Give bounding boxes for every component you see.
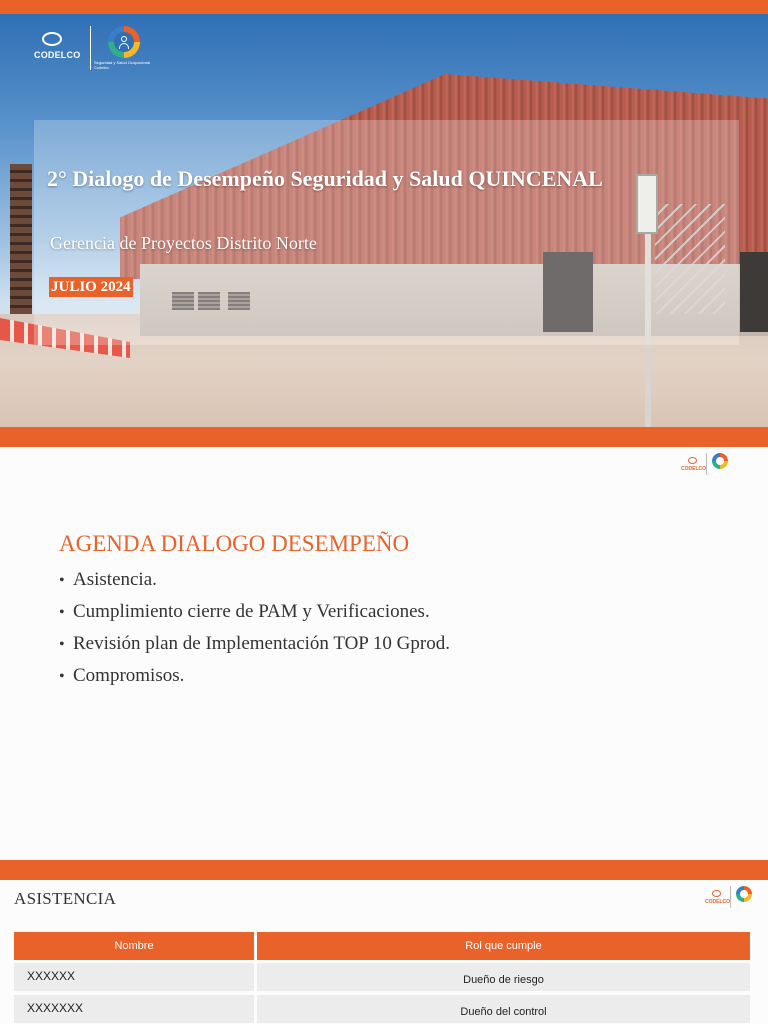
- table-row: [14, 963, 750, 991]
- agenda-title: AGENDA DIALOGO DESEMPEÑO: [59, 531, 410, 556]
- codelco-wordmark: CODELCO: [34, 50, 81, 60]
- codelco-logo-small: [704, 886, 760, 910]
- top-accent-bar: [0, 860, 768, 880]
- agenda-item: • Compromisos.: [59, 660, 450, 692]
- cover-title: 2° Dialogo de Desempeño Seguridad y Salud QUINCENAL: [47, 166, 603, 191]
- cover-subtitle: Gerencia de Proyectos Distrito Norte: [50, 233, 317, 253]
- codelco-logo-small: [680, 453, 736, 477]
- table-header-row: [14, 932, 750, 960]
- agenda-list: [59, 564, 450, 692]
- logo-divider: [706, 453, 707, 475]
- logo-divider: [730, 886, 731, 908]
- photo-tower: [10, 164, 32, 314]
- logo-tagline: Seguridad y Salud Ocupacional Codelco: [94, 60, 151, 70]
- codelco-emblem-icon: [42, 32, 62, 46]
- codelco-emblem-icon: [688, 457, 697, 464]
- safety-health-ring-icon: [736, 886, 752, 902]
- photo-door: [740, 252, 768, 332]
- cell-name: XXXXXX: [14, 963, 254, 991]
- column-header-role: Rol que cumple: [257, 932, 750, 960]
- agenda-item: • Cumplimiento cierre de PAM y Verificaciones.: [59, 596, 450, 628]
- attendance-title: ASISTENCIA: [14, 889, 117, 908]
- agenda-slide: [0, 447, 768, 860]
- person-icon: [121, 36, 127, 42]
- cover-slide: [0, 0, 768, 447]
- codelco-emblem-icon: [712, 890, 721, 897]
- codelco-wordmark: CODELCO: [705, 899, 730, 905]
- table-row: [14, 995, 750, 1023]
- logo-divider: [90, 26, 91, 70]
- bottom-accent-bar: [0, 427, 768, 447]
- column-header-name: Nombre: [14, 932, 254, 960]
- agenda-item: • Asistencia.: [59, 564, 450, 596]
- codelco-wordmark: CODELCO: [681, 466, 706, 472]
- cell-role: Dueño del control: [257, 995, 750, 1023]
- safety-health-ring-icon: [108, 26, 140, 58]
- cell-name: XXXXXXX: [14, 995, 254, 1023]
- agenda-item: • Revisión plan de Implementación TOP 10 Gprod.: [59, 628, 450, 660]
- codelco-logo: [32, 26, 162, 70]
- top-accent-bar: [0, 0, 768, 14]
- safety-health-ring-icon: [712, 453, 728, 469]
- cell-role: Dueño de riesgo: [257, 963, 750, 991]
- attendance-slide: [0, 860, 768, 1024]
- date-badge: JULIO 2024: [51, 279, 131, 295]
